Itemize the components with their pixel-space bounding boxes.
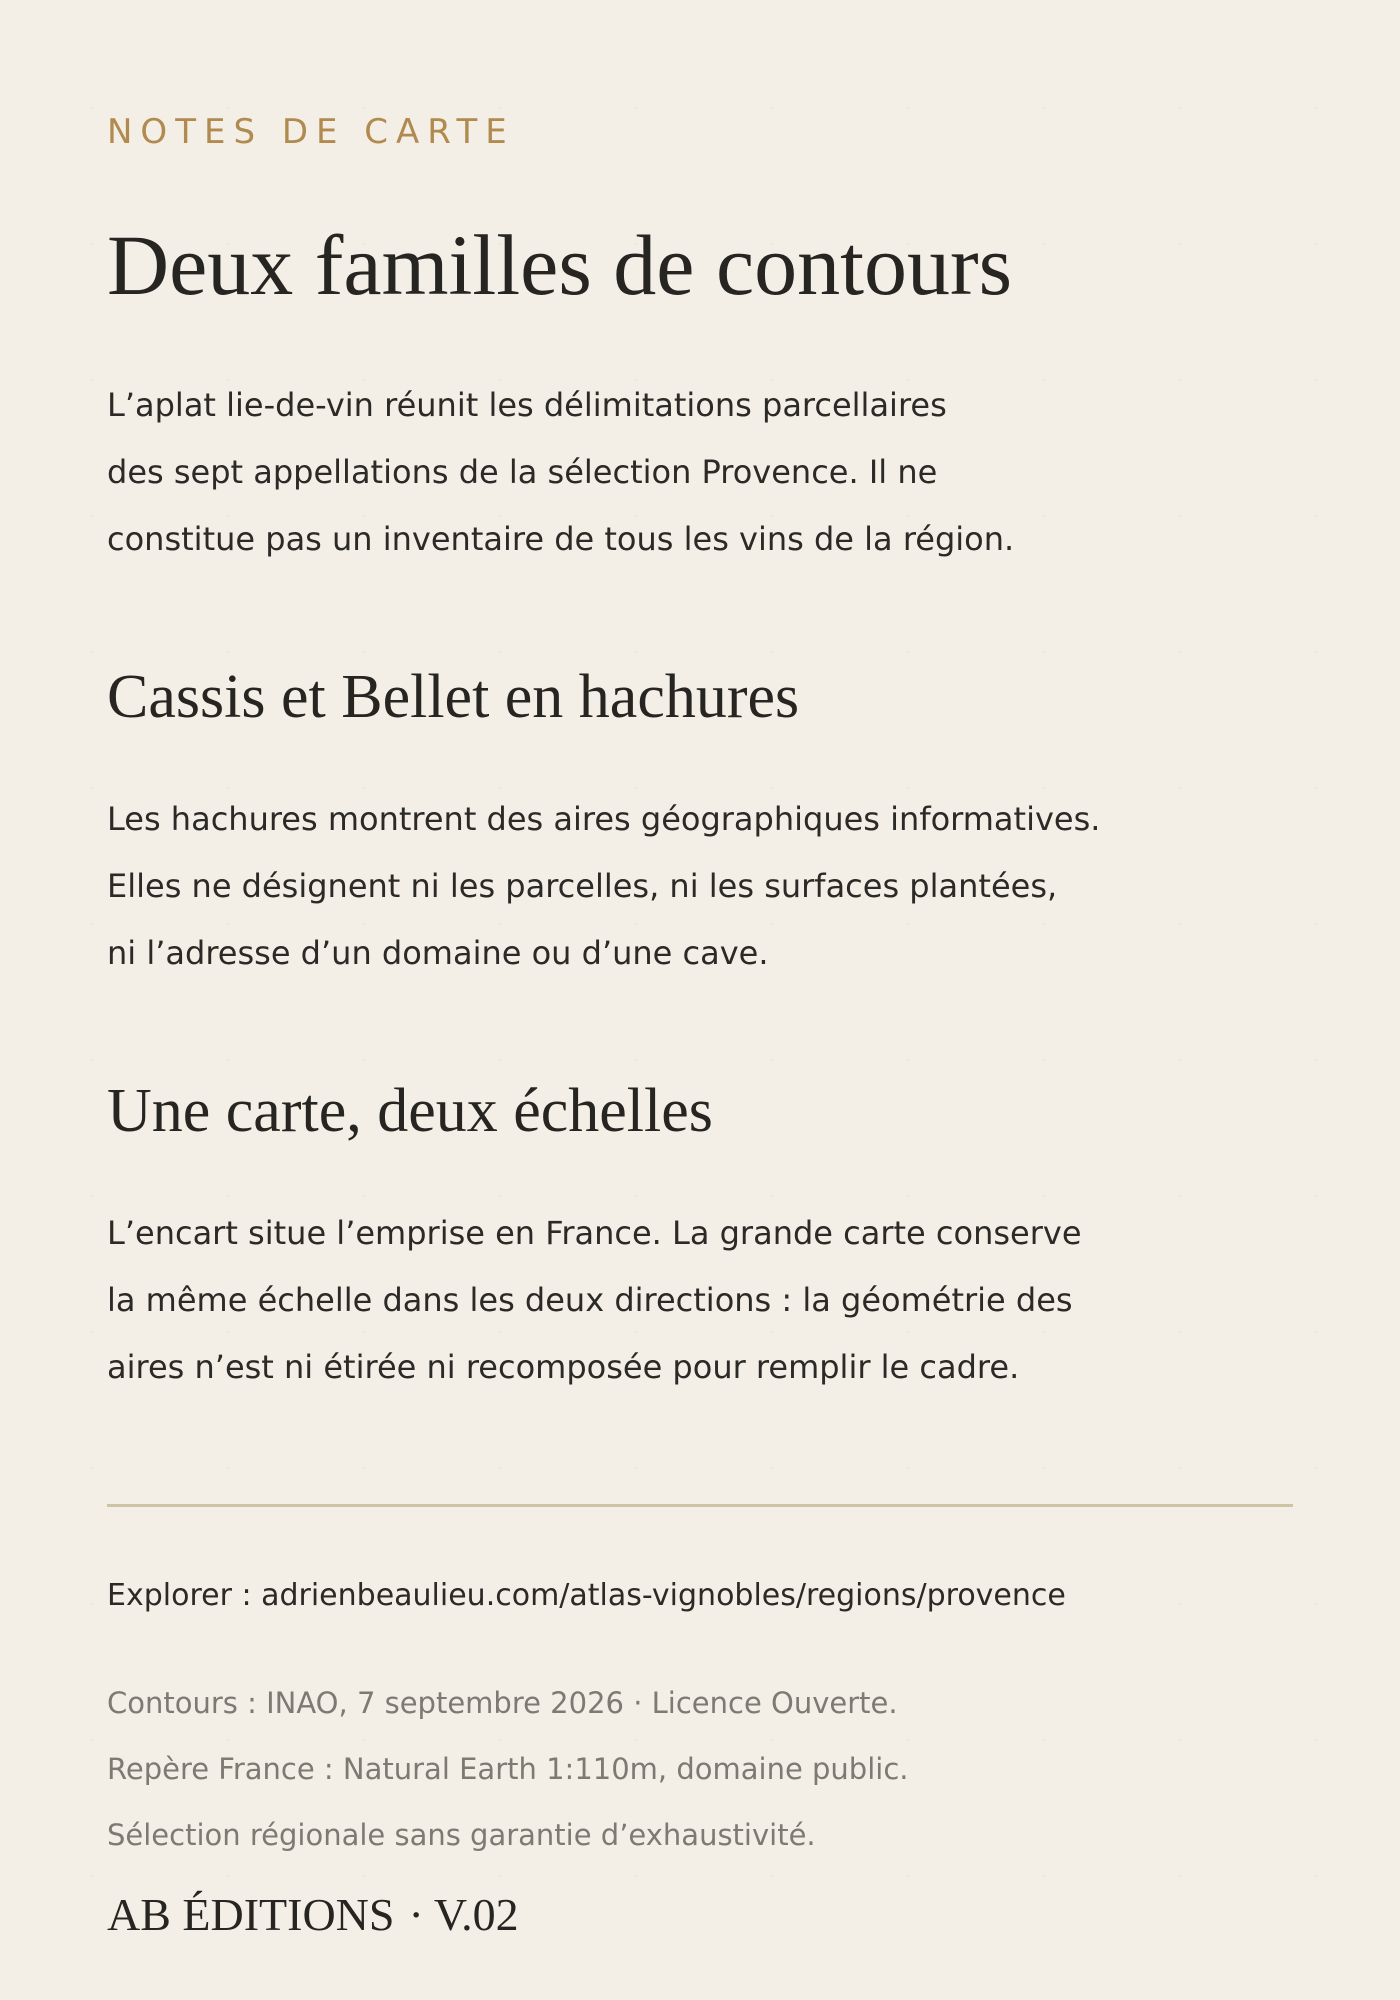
section-paragraph-hatching xyxy=(107,786,1227,987)
paragraph-line: aires n’est ni étirée ni recomposée pour remplir le cadre. xyxy=(107,1348,1020,1386)
credit-line: Contours : INAO, 7 septembre 2026 · Licence Ouverte. xyxy=(107,1686,898,1720)
paragraph-line: Les hachures montrent des aires géographiques informatives. xyxy=(107,800,1101,838)
section-heading-hatching: Cassis et Bellet en hachures xyxy=(107,663,800,731)
brand-separator: · xyxy=(408,1889,424,1940)
section-heading-scales: Une carte, deux échelles xyxy=(107,1077,713,1145)
section-paragraph-scales xyxy=(107,1200,1227,1401)
publisher-signature xyxy=(107,1888,519,1941)
intro-paragraph xyxy=(107,372,1227,573)
paragraph-line: L’encart situe l’emprise en France. La grande carte conserve xyxy=(107,1214,1082,1252)
credit-line: Repère France : Natural Earth 1:110m, domaine public. xyxy=(107,1752,909,1786)
version-label: V.02 xyxy=(433,1889,519,1940)
page-title: Deux familles de contours xyxy=(107,217,1013,313)
eyebrow-label: NOTES DE CARTE xyxy=(107,112,515,152)
footer-divider xyxy=(107,1504,1293,1507)
credit-line: Sélection régionale sans garantie d’exhaustivité. xyxy=(107,1818,816,1852)
explore-link[interactable]: Explorer : adrienbeaulieu.com/atlas-vignobles/regions/provence xyxy=(107,1578,1066,1613)
credits xyxy=(107,1670,909,1868)
publisher-name: AB ÉDITIONS xyxy=(107,1889,395,1940)
paragraph-line: la même échelle dans les deux directions : la géométrie des xyxy=(107,1281,1073,1319)
paragraph-line: Elles ne désignent ni les parcelles, ni les surfaces plantées, xyxy=(107,867,1058,905)
intro-line: L’aplat lie-de-vin réunit les délimitations parcellaires xyxy=(107,386,947,424)
intro-line: constitue pas un inventaire de tous les vins de la région. xyxy=(107,520,1015,558)
paragraph-line: ni l’adresse d’un domaine ou d’une cave. xyxy=(107,934,769,972)
intro-line: des sept appellations de la sélection Provence. Il ne xyxy=(107,453,938,491)
